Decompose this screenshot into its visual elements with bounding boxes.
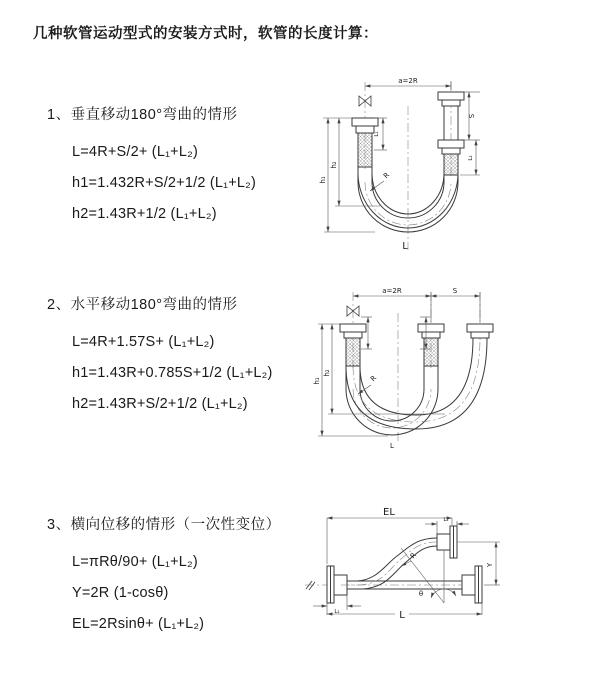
s-curve-hose — [347, 538, 437, 581]
page-title: 几种软管运动型式的安装方式时，软管的长度计算： — [33, 26, 378, 42]
centerlines — [353, 292, 480, 443]
formula-y: Y=2R (1-cosθ) — [72, 585, 169, 601]
dim-label-length: L — [390, 442, 394, 450]
dim-label-l1: L₁ — [374, 131, 380, 137]
formula-length: L=4R+1.57S+ (L₁+L₂) — [72, 334, 215, 350]
dim-label-l1: L₁ — [334, 609, 340, 615]
section-1-formulas — [47, 137, 317, 230]
left-flange — [352, 118, 378, 126]
dim-label-h1: h₁ — [319, 176, 327, 184]
dim-label-length: L — [399, 610, 405, 621]
dim-label-s: S — [468, 113, 476, 119]
dim-label-span: a=2R — [398, 77, 418, 85]
formula-el: EL=2Rsinθ+ (L₁+L₂) — [72, 616, 205, 632]
braided-hose-left — [346, 338, 360, 366]
section-2-heading: 2、水平移动180°弯曲的情形 — [47, 297, 238, 313]
dim-label-l2: L₂ — [468, 155, 474, 161]
braided-hose-right — [444, 154, 458, 175]
dim-label-h2: h₂ — [323, 369, 331, 377]
dim-label-l2: L₂ — [443, 517, 449, 523]
formula-h1: h1=1.43R+0.785S+1/2 (L₁+L₂) — [72, 365, 273, 381]
dim-label-h1: h₁ — [313, 377, 321, 385]
formula-length: L=πRθ/90+ (L₁+L₂) — [72, 554, 198, 570]
axis-break — [306, 581, 315, 590]
dim-label-radius: R — [408, 551, 419, 561]
formula-length: L=4R+S/2+ (L₁+L₂) — [72, 144, 198, 160]
upper-flange-hub — [437, 534, 450, 550]
diagram-vertical-180-bend — [308, 70, 588, 260]
dim-label-radius: R — [382, 171, 392, 181]
formula-h2: h2=1.43R+S/2+1/2 (L₁+L₂) — [72, 396, 248, 412]
dim-label-h2: h₂ — [330, 161, 338, 169]
dim-label-theta: θ — [418, 590, 424, 598]
right-flange-upper — [438, 92, 464, 100]
formula-h1: h1=1.432R+S/2+1/2 (L₁+L₂) — [72, 175, 257, 191]
dim-label-span: a=2R — [382, 287, 402, 295]
right-flange-lower — [438, 140, 464, 148]
dim-label-length: L — [402, 241, 408, 252]
middle-flange — [418, 324, 444, 332]
section-2-formulas — [47, 327, 317, 420]
diagram-lateral-displacement — [297, 503, 597, 648]
diagram-horizontal-180-bend — [308, 281, 588, 461]
formula-h2: h2=1.43R+1/2 (L₁+L₂) — [72, 206, 217, 222]
section-1-heading: 1、垂直移动180°弯曲的情形 — [47, 107, 238, 123]
section-1 — [47, 103, 317, 230]
left-flange — [340, 324, 366, 332]
section-2 — [47, 293, 317, 420]
dim-label-radius: R — [369, 374, 379, 384]
braided-hose-left — [358, 133, 372, 167]
right-flange-hub — [462, 575, 475, 595]
right-flange — [467, 324, 493, 332]
section-3 — [47, 513, 317, 640]
centerlines — [365, 82, 451, 250]
dim-label-el: EL — [383, 507, 395, 518]
dim-label-y: Y — [486, 562, 494, 568]
section-3-formulas — [47, 547, 317, 640]
section-3-heading: 3、横向位移的情形（一次性变位） — [47, 517, 281, 533]
dim-label-s: S — [452, 287, 458, 295]
